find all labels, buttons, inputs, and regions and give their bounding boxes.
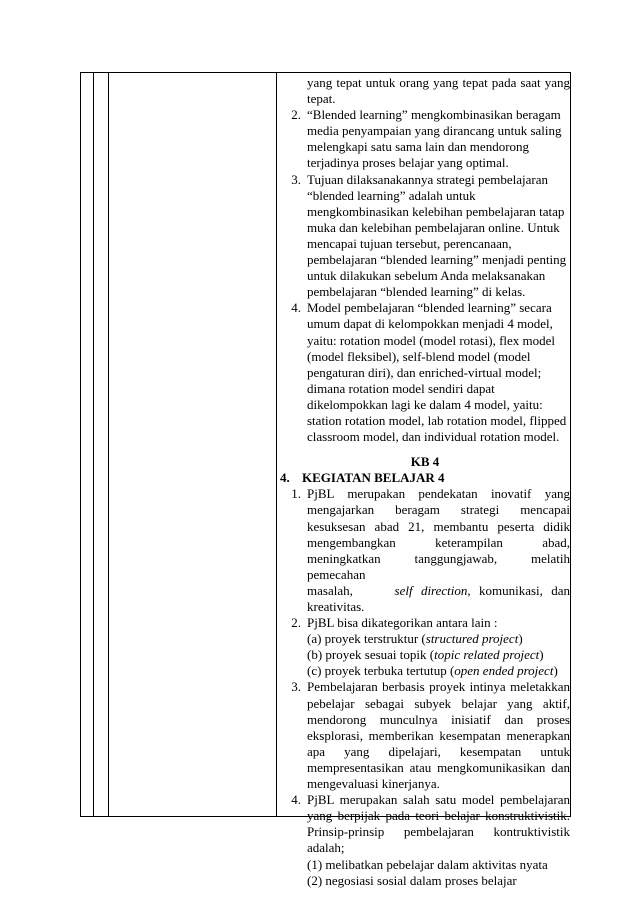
text-line: PjBL merupakan salah satu model pembelajaran <box>307 792 570 808</box>
item-text <box>307 300 570 445</box>
text-span: ) <box>518 631 523 647</box>
sub-item <box>307 663 570 679</box>
text-line: (2) negosiasi sosial dalam proses belajar <box>307 872 517 888</box>
text-span: ) <box>553 663 558 679</box>
text-line: pebelajar sebagai subyek belajar yang aktif, <box>307 695 570 711</box>
sub-item <box>307 647 570 663</box>
text-line: mengajarkan beragam strategi mencapai <box>307 502 570 518</box>
text-line: mengkombinasikan kelebihan pembelajaran tatap <box>307 203 565 219</box>
item-number: 3. <box>291 679 301 695</box>
text-line: meningkatkan tanggungjawab, melatih pemecahan <box>307 550 570 582</box>
column-divider-3 <box>276 73 277 816</box>
text-line: mengevaluasi kinerjanya. <box>307 776 440 792</box>
item-number: 2. <box>291 615 301 631</box>
sub-item <box>307 631 570 647</box>
item-text <box>307 615 570 679</box>
text-line: Model pembelajaran “blended learning” secara <box>307 300 552 316</box>
list-item-pjbl-2 <box>280 615 570 679</box>
list-item-blended-2 <box>280 107 570 171</box>
text-line: PjBL merupakan pendekatan inovatif yang <box>307 486 570 502</box>
item-number: 2. <box>291 107 301 123</box>
item-number: 1. <box>291 486 301 502</box>
text-line: kesuksesan abad 21, membantu peserta didik <box>307 518 570 534</box>
text-line: mengembangkan keterampilan abad, <box>307 534 570 550</box>
text-line: pengaturan diri), dan enriched-virtual model; <box>307 364 542 380</box>
text-span: masalah, <box>307 582 353 598</box>
item-number: 4. <box>291 792 301 808</box>
text-line: yang tepat untuk orang yang tepat pada saat yang <box>307 75 570 90</box>
kb-title: KB 4 <box>410 454 440 470</box>
column-divider-1 <box>93 73 94 816</box>
text-line: Tujuan dilaksanakannya strategi pembelajaran <box>307 171 549 187</box>
item-text <box>307 679 570 792</box>
list-item-blended-3 <box>280 172 570 301</box>
text-line: yang berpijak pada teori belajar konstruktivistik. <box>307 808 570 824</box>
text-span: (b) proyek sesuai topik ( <box>307 647 435 663</box>
document-table <box>80 72 571 888</box>
text-line: muka dan kelebihan pembelajaran online. Untuk <box>307 219 560 235</box>
section-heading <box>280 470 570 486</box>
text-span: ) <box>539 647 544 663</box>
italic-term: topic related project <box>434 647 540 663</box>
text-line: melengkapi satu sama lain dan mendorong <box>307 139 530 155</box>
italic-term: structured project <box>425 631 519 647</box>
text-line: media penyampaian yang dirancang untuk saling <box>307 123 562 139</box>
text-line: adalah; <box>307 840 345 856</box>
list-item-pjbl-4 <box>280 792 570 889</box>
text-line: station rotation model, lab rotation model, flipped <box>307 412 567 428</box>
text-line: umum dapat di kelompokkan menjadi 4 model, <box>307 316 553 332</box>
text-span: (c) proyek terbuka tertutup ( <box>307 663 455 679</box>
list-item-pjbl-1 <box>280 486 570 615</box>
list-item-blended-4 <box>280 300 570 445</box>
text-line <box>307 583 570 599</box>
item-number: 4. <box>291 300 301 316</box>
text-line: “Blended learning” mengkombinasikan beragam <box>307 107 561 123</box>
item-number: 3. <box>291 171 301 187</box>
italic-term: open ended project <box>454 663 554 679</box>
text-line: “blended learning” adalah untuk <box>307 187 476 203</box>
text-line: apa yang dipelajari, kesempatan untuk <box>307 743 570 759</box>
text-span: (a) proyek terstruktur ( <box>307 631 426 647</box>
text-line: pembelajaran “blended learning” menjadi penting <box>307 252 567 268</box>
text-line: kreativitas. <box>307 599 365 614</box>
text-line: (1) melibatkan pebelajar dalam aktivitas nyata <box>307 856 548 872</box>
text-line: untuk dilakukan sebelum Anda melaksanakan <box>307 268 546 284</box>
text-line: yaitu: rotation model (model rotasi), flex model <box>307 332 556 348</box>
text-line: dikelompokkan lagi ke dalam 4 model, yaitu: <box>307 396 543 412</box>
italic-term: self direction <box>394 582 468 598</box>
text-line: (model fleksibel), self-blend model (model <box>307 348 531 364</box>
text-line: terjadinya proses belajar yang optimal. <box>307 155 509 171</box>
text-line: tepat. <box>307 91 336 107</box>
text-line: mendorong munculnya inisiatif dan proses <box>307 711 570 727</box>
item-text <box>307 792 570 889</box>
text-line: mempresentasikan atau mengkomunikasikan dan <box>307 759 570 775</box>
text-span: , komunikasi, dan <box>467 582 571 598</box>
continuation-text <box>280 75 570 107</box>
section-title: KEGIATAN BELAJAR 4 <box>302 470 445 486</box>
item-text <box>307 172 570 301</box>
text-line: Pembelajaran berbasis proyek intinya meletakkan <box>307 679 570 695</box>
text-line: dimana rotation model sendiri dapat <box>307 380 495 396</box>
text-line: PjBL bisa dikategorikan antara lain : <box>307 615 498 631</box>
text-line: pembelajaran “blended learning” di kelas. <box>307 284 526 300</box>
column-divider-2 <box>108 73 109 816</box>
text-line: mencapai tujuan tersebut, perencanaan, <box>307 235 512 251</box>
text-line: eksplorasi, memberikan kesempatan menerapkan <box>307 727 570 743</box>
item-text <box>307 486 570 615</box>
text-line: Prinsip-prinsip pembelajaran kontruktivistik <box>307 824 570 840</box>
item-text <box>307 107 570 171</box>
list-item-pjbl-3 <box>280 679 570 792</box>
text-line: classroom model, dan individual rotation model. <box>307 429 560 445</box>
section-number: 4. <box>280 470 290 486</box>
content-cell <box>280 75 570 889</box>
